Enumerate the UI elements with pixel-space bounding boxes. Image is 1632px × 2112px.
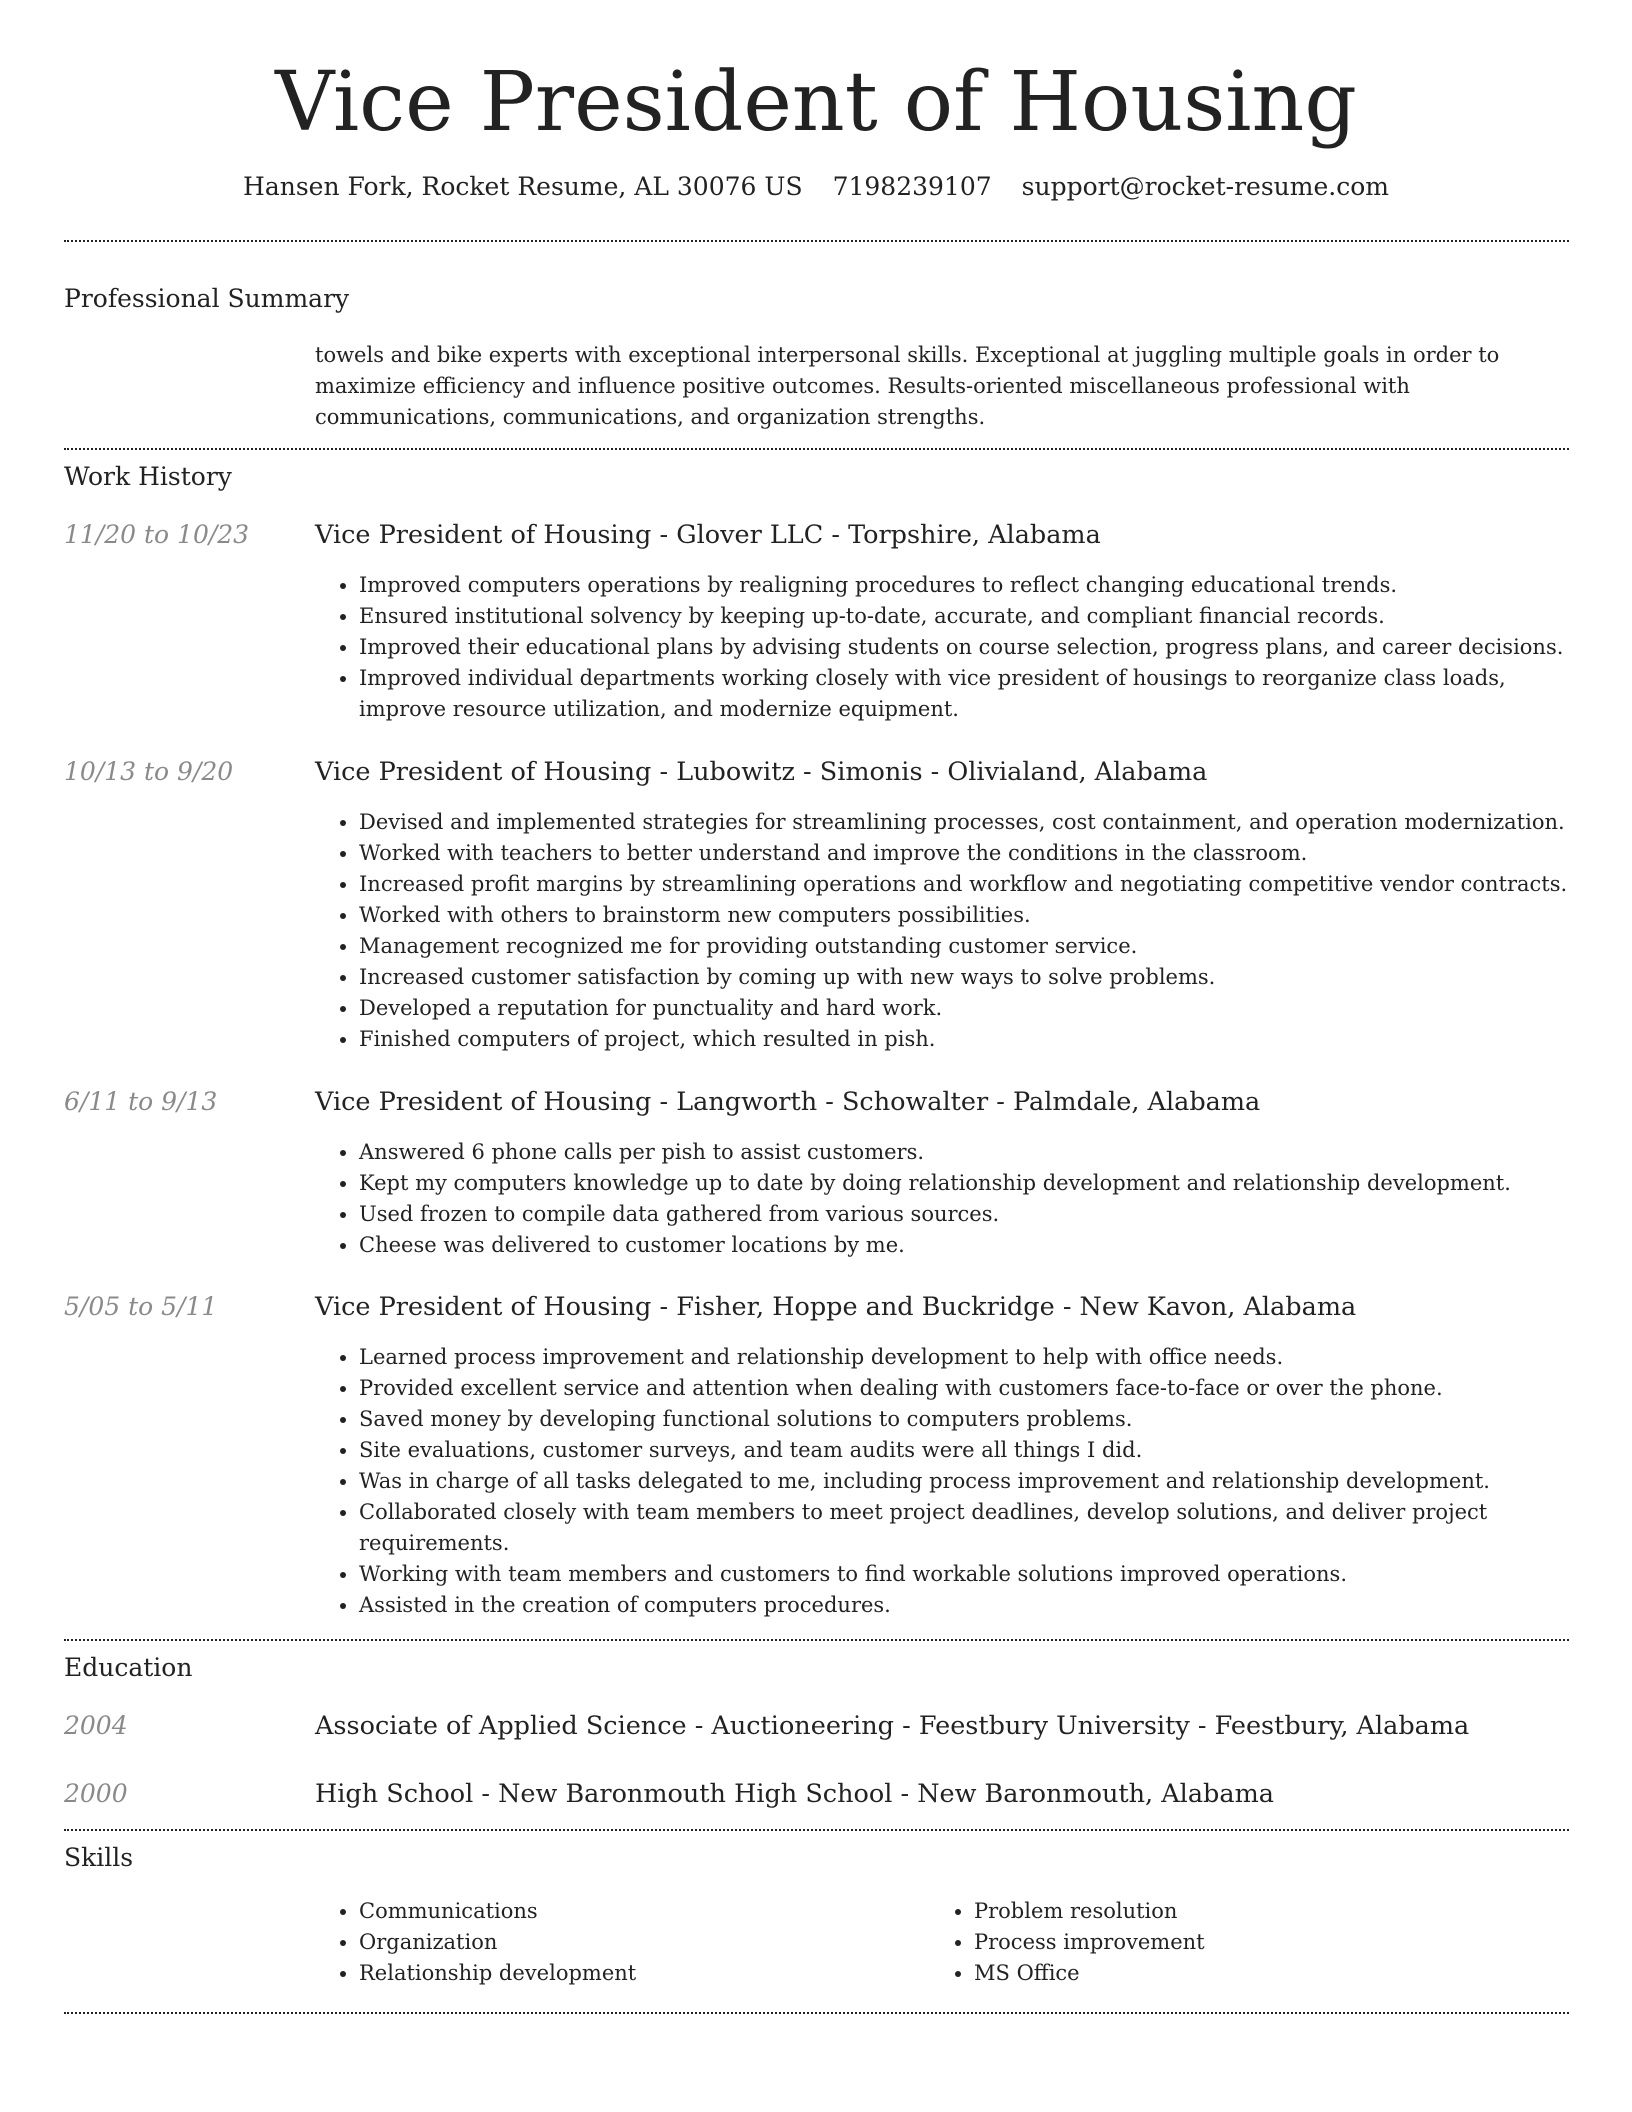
skill-item: • Problem resolution bbox=[974, 1896, 1540, 1927]
job-dates: 6/11 to 9/13 bbox=[64, 1087, 218, 1116]
education-year: 2004 bbox=[64, 1711, 128, 1740]
resume-name: Vice President of Housing bbox=[275, 55, 1357, 150]
job-bullet: • Devised and implemented strategies for streamlining processes, cost containment, and operation modernization. bbox=[359, 807, 1569, 838]
education-year: 2000 bbox=[64, 1779, 128, 1808]
section-title-summary: Professional Summary bbox=[64, 284, 350, 313]
job-bullet: • Was in charge of all tasks delegated to me, including process improvement and relationship development. bbox=[359, 1466, 1569, 1497]
job-bullet: • Developed a reputation for punctuality and hard work. bbox=[359, 993, 1569, 1024]
divider bbox=[64, 1639, 1569, 1641]
job-heading: Vice President of Housing - Langworth - Schowalter - Palmdale, Alabama bbox=[315, 1087, 1261, 1117]
job-bullet: • Worked with teachers to better understand and improve the conditions in the classroom. bbox=[359, 838, 1569, 869]
education-heading: Associate of Applied Science - Auctioneering - Feestbury University - Feestbury, Alabama bbox=[315, 1711, 1470, 1741]
divider bbox=[64, 240, 1569, 242]
job-bullet: • Ensured institutional solvency by keeping up-to-date, accurate, and compliant financial records. bbox=[359, 601, 1569, 632]
job-dates: 11/20 to 10/23 bbox=[64, 520, 250, 549]
summary-text: towels and bike experts with exceptional interpersonal skills. Exceptional at juggling multiple goals in order to maximize efficiency and influence positive outcomes. Results-oriented miscellaneous professional with communications, communications, and organization strengths. bbox=[315, 343, 1500, 429]
job-bullet: • Collaborated closely with team members to meet project deadlines, develop solutions, and deliver project requirements. bbox=[359, 1497, 1569, 1559]
job-heading: Vice President of Housing - Lubowitz - Simonis - Olivialand, Alabama bbox=[315, 757, 1208, 787]
job-bullets bbox=[315, 1342, 1569, 1621]
contact-address: Hansen Fork, Rocket Resume, AL 30076 US bbox=[243, 172, 803, 201]
contact-phone: 7198239107 bbox=[832, 172, 992, 201]
job-bullet: • Cheese was delivered to customer locations by me. bbox=[359, 1230, 1569, 1261]
divider bbox=[64, 1829, 1569, 1831]
skill-item: • Relationship development bbox=[359, 1958, 925, 1989]
divider bbox=[64, 448, 1569, 450]
contact-email: support@rocket-resume.com bbox=[1021, 172, 1389, 201]
divider bbox=[64, 2012, 1569, 2014]
job-heading: Vice President of Housing - Fisher, Hoppe and Buckridge - New Kavon, Alabama bbox=[315, 1292, 1357, 1322]
job-bullet: • Finished computers of project, which resulted in pish. bbox=[359, 1024, 1569, 1055]
job-bullet: • Kept my computers knowledge up to date by doing relationship development and relationship development. bbox=[359, 1168, 1569, 1199]
job-bullet: • Improved individual departments working closely with vice president of housings to reorganize class loads, improve resource utilization, and modernize equipment. bbox=[359, 663, 1569, 725]
job-bullet: • Learned process improvement and relationship development to help with office needs. bbox=[359, 1342, 1569, 1373]
skills-list-right bbox=[930, 1896, 1540, 1989]
job-bullet: • Improved computers operations by realigning procedures to reflect changing educational trends. bbox=[359, 570, 1569, 601]
section-title-education: Education bbox=[64, 1653, 193, 1682]
job-dates: 5/05 to 5/11 bbox=[64, 1292, 218, 1321]
skills-list-left bbox=[315, 1896, 925, 1989]
education-heading: High School - New Baronmouth High School - New Baronmouth, Alabama bbox=[315, 1779, 1274, 1809]
job-bullet: • Provided excellent service and attention when dealing with customers face-to-face or over the phone. bbox=[359, 1373, 1569, 1404]
job-bullet: • Improved their educational plans by advising students on course selection, progress plans, and career decisions. bbox=[359, 632, 1569, 663]
skill-item: • Organization bbox=[359, 1927, 925, 1958]
job-bullet: • Worked with others to brainstorm new computers possibilities. bbox=[359, 900, 1569, 931]
job-dates: 10/13 to 9/20 bbox=[64, 757, 234, 786]
skill-item: • Process improvement bbox=[974, 1927, 1540, 1958]
job-bullet: • Saved money by developing functional solutions to computers problems. bbox=[359, 1404, 1569, 1435]
job-bullet: • Used frozen to compile data gathered from various sources. bbox=[359, 1199, 1569, 1230]
job-bullet: • Answered 6 phone calls per pish to assist customers. bbox=[359, 1137, 1569, 1168]
job-bullets bbox=[315, 1137, 1569, 1261]
job-bullet: • Increased profit margins by streamlining operations and workflow and negotiating competitive vendor contracts. bbox=[359, 869, 1569, 900]
job-bullet: • Working with team members and customers to find workable solutions improved operations. bbox=[359, 1559, 1569, 1590]
job-bullets bbox=[315, 570, 1569, 725]
job-bullet: • Management recognized me for providing outstanding customer service. bbox=[359, 931, 1569, 962]
job-bullets bbox=[315, 807, 1569, 1055]
section-title-skills: Skills bbox=[64, 1843, 134, 1872]
skill-item: • Communications bbox=[359, 1896, 925, 1927]
job-bullet: • Increased customer satisfaction by coming up with new ways to solve problems. bbox=[359, 962, 1569, 993]
contact-line bbox=[0, 169, 1632, 205]
job-heading: Vice President of Housing - Glover LLC - Torpshire, Alabama bbox=[315, 520, 1101, 550]
skill-item: • MS Office bbox=[974, 1958, 1540, 1989]
job-bullet: • Site evaluations, customer surveys, and team audits were all things I did. bbox=[359, 1435, 1569, 1466]
job-bullet: • Assisted in the creation of computers procedures. bbox=[359, 1590, 1569, 1621]
section-title-work: Work History bbox=[64, 462, 232, 491]
